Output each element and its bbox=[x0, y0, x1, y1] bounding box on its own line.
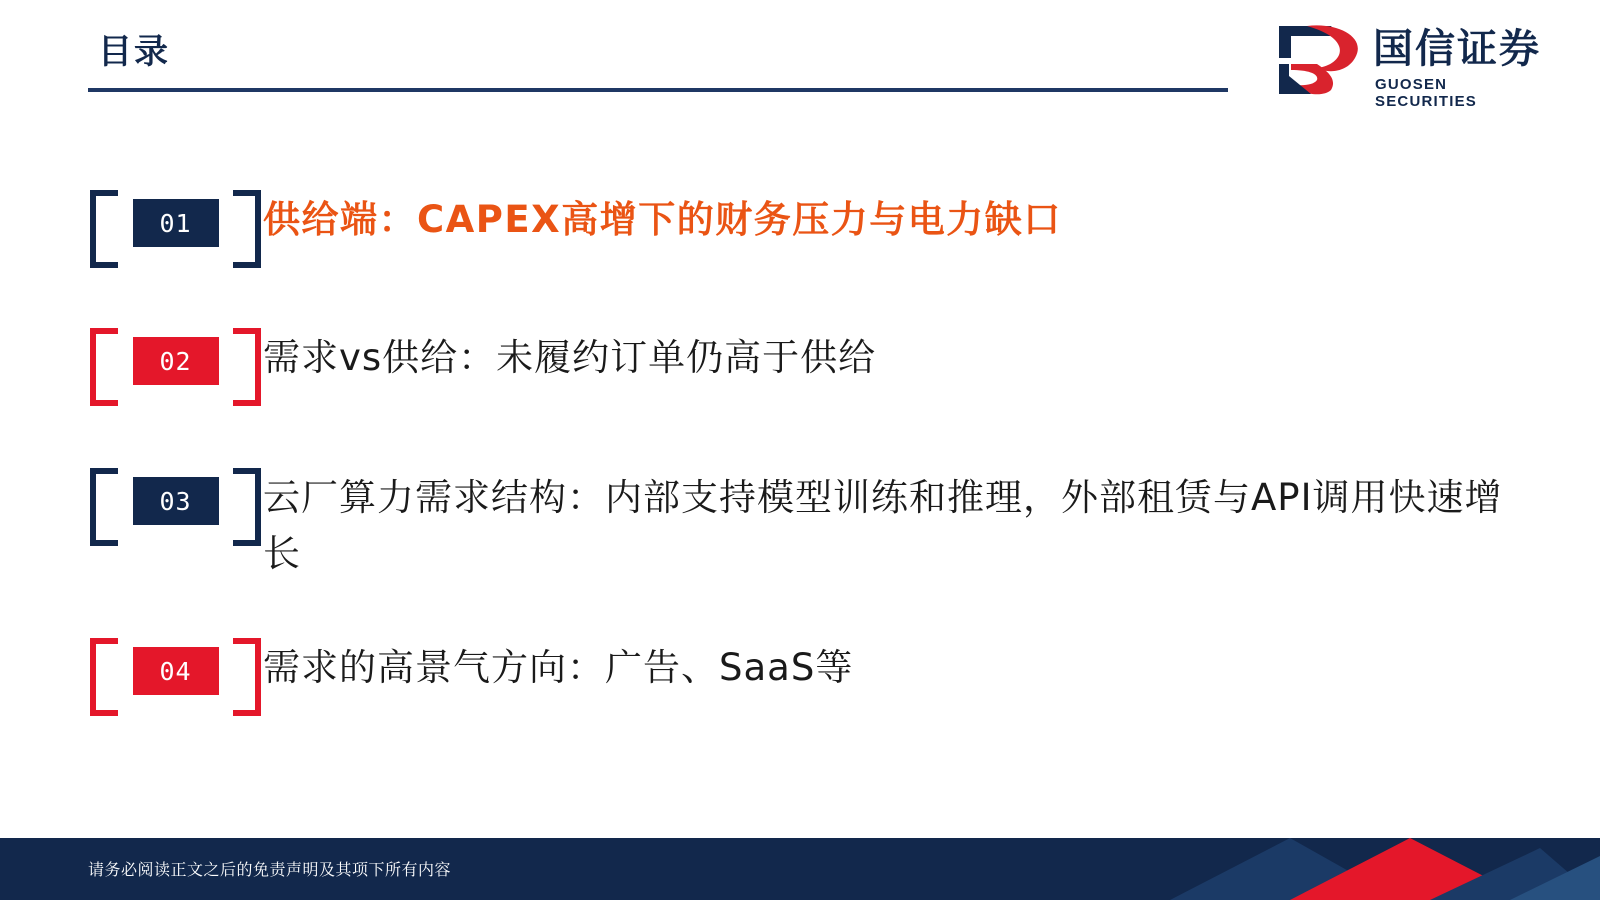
toc-item[interactable] bbox=[88, 468, 1508, 582]
logo-name-cn: 国信证券 bbox=[1373, 27, 1541, 71]
slide-header bbox=[0, 0, 1600, 110]
footer-decoration bbox=[1170, 838, 1600, 900]
toc-number-badge: 02 bbox=[133, 337, 219, 385]
footer-disclaimer: 请务必阅读正文之后的免责声明及其项下所有内容 bbox=[88, 862, 452, 879]
toc-number-badge: 04 bbox=[133, 647, 219, 695]
bracket-left-icon bbox=[90, 638, 118, 716]
bracket-right-icon bbox=[233, 190, 261, 268]
toc-number-group bbox=[88, 638, 263, 704]
toc-item-label: 需求的高景气方向：广告、SaaS等 bbox=[263, 646, 854, 689]
toc-item[interactable] bbox=[88, 190, 1508, 256]
toc-number-group bbox=[88, 468, 263, 534]
toc-item-label: 需求vs供给：未履约订单仍高于供给 bbox=[263, 336, 877, 379]
bracket-right-icon bbox=[233, 468, 261, 546]
toc-number-group bbox=[88, 328, 263, 394]
logo-mark-icon bbox=[1277, 24, 1363, 96]
page-title: 目录 bbox=[98, 33, 170, 71]
toc-number-badge: 03 bbox=[133, 477, 219, 525]
header-divider bbox=[88, 88, 1228, 92]
toc-item-label: 云厂算力需求结构：内部支持模型训练和推理，外部租赁与API调用快速增长 bbox=[263, 476, 1503, 575]
toc-number-badge: 01 bbox=[133, 199, 219, 247]
toc-number-group bbox=[88, 190, 263, 256]
bracket-left-icon bbox=[90, 468, 118, 546]
slide-footer bbox=[0, 838, 1600, 900]
logo-name-en: GUOSEN SECURITIES bbox=[1375, 76, 1478, 110]
toc-item-label: 供给端：CAPEX高增下的财务压力与电力缺口 bbox=[263, 198, 1062, 241]
bracket-right-icon bbox=[233, 638, 261, 716]
bracket-right-icon bbox=[233, 328, 261, 406]
toc-item[interactable] bbox=[88, 328, 1508, 394]
bracket-left-icon bbox=[90, 190, 118, 268]
bracket-left-icon bbox=[90, 328, 118, 406]
toc-item[interactable] bbox=[88, 638, 1508, 704]
company-logo bbox=[1277, 22, 1542, 110]
